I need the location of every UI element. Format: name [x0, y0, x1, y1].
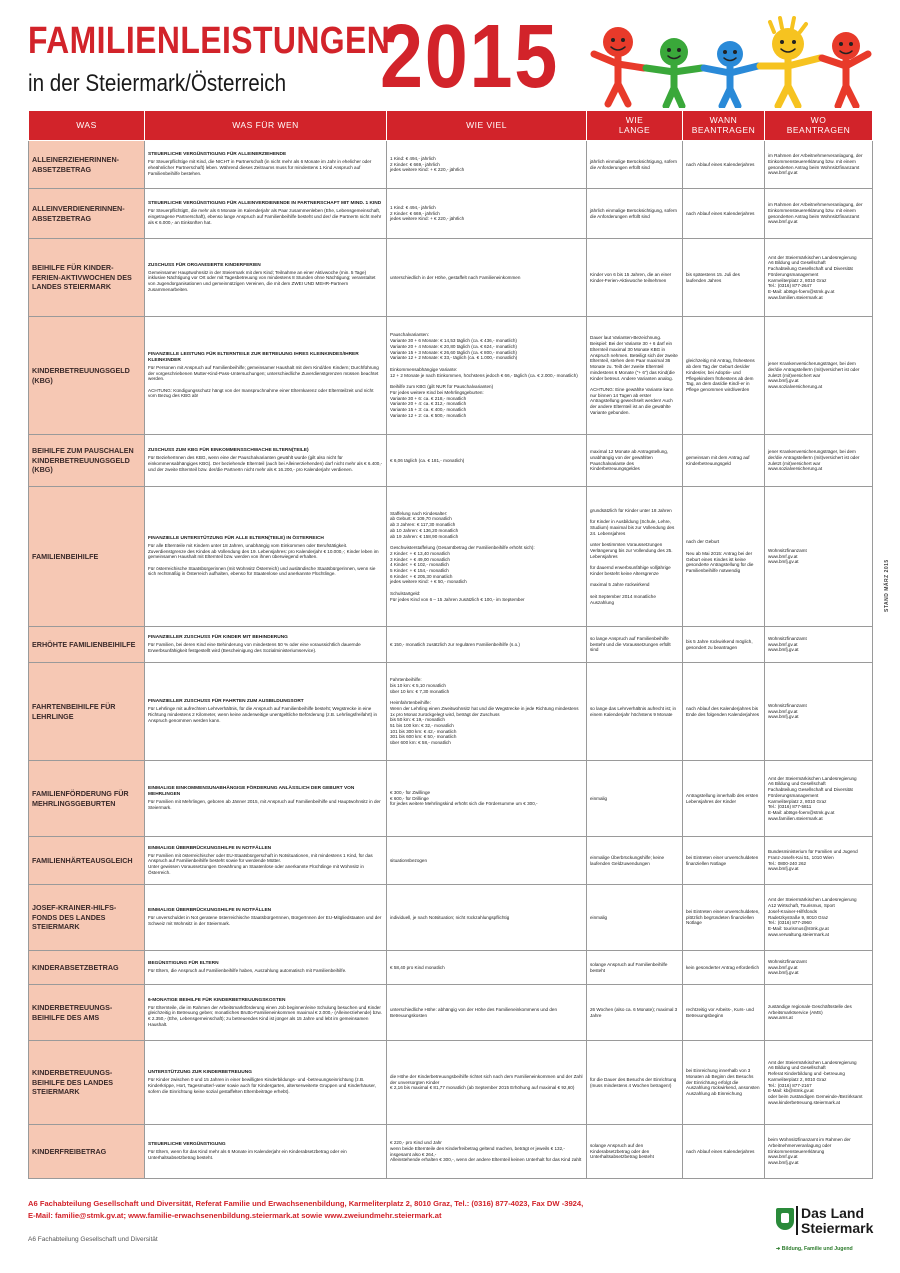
cell-viel: € 150,- monatlich zusätzlich zur regulären Familienbeihilfe (s.o.) — [387, 627, 587, 663]
logo-line-2: Steiermark — [801, 1219, 874, 1236]
cell-lange: so lange Anspruch auf Familienbeihilfe besteht und die Voraussetzungen erfüllt sind — [587, 627, 683, 663]
cell-wann: gleichzeitig mit Antrag, frühestens ab dem Tag der Geburt des/der Kindes/er, bei Adoptiv- und Pflegekindern frühestens ab dem Tag, an dem das/die Kind/-er in Pflege genommen wird/werden — [683, 317, 765, 435]
cell-wen-heading: ZUSCHUSS ZUM KBG FÜR EINKOMMENSSCHWACHE ELTERN(TEILE) — [148, 448, 309, 454]
cell-viel: 1 Kind: € 494,- jährlich 2 Kinder: € 669,- jährlich jedes weitere Kind: + € 220,- jährlich — [387, 141, 587, 189]
cell-viel: € 220,- pro Kind und Jahr wenn beide Elternteile den Kinderfreibetrag geltend machen, beträgt er jeweils € 132,- insgesamt also € 264,- Alleinstehende erhalten € 300,-, wenn der andere Elternteil keinen Unterhalt für das Kind zahlt — [387, 1125, 587, 1179]
table-row — [29, 239, 873, 317]
logo-wordmark — [796, 1206, 873, 1235]
cell-wen-heading: BEGÜNSTIGUNG FÜR ELTERN — [148, 961, 219, 967]
cell-wen — [145, 189, 387, 239]
cell-lange: einmalig — [587, 885, 683, 951]
row-label: KINDERBETREUUNGS-BEIHILFE DES LANDES STEIERMARK — [29, 1041, 145, 1125]
cell-wann: bis 5 Jahre rückwirkend möglich, gesondert zu beantragen — [683, 627, 765, 663]
cell-wo: Wohnsitzfinanzamt www.bmf.gv.at www.bmfj.gv.at — [765, 487, 873, 627]
cell-wen-heading: STEUERLICHE VERGÜNSTIGUNG FÜR ALLEINERZIEHENDE — [148, 152, 287, 158]
cell-wen — [145, 239, 387, 317]
cell-wann: gemeinsam mit dem Antrag auf Kinderbetreuungsgeld — [683, 435, 765, 487]
cell-viel: situationsbezogen — [387, 837, 587, 885]
row-label: KINDERBETREUUNGS-BEIHILFE DES AMS — [29, 985, 145, 1041]
table-row — [29, 627, 873, 663]
cell-wen-heading: STEUERLICHE VERGÜNSTIGUNG FÜR ALLEINVERDIENENDE IN PARTNERSCHAFT MIT MIND. 1 KIND — [148, 201, 382, 207]
table-row — [29, 885, 873, 951]
cell-viel: Pauschalvarianten: Variante 30 + 6 Monate: € 14,53 täglich (ca. € 436,- monatlich) Variante 20 + 4 Monate: € 20,80 täglich (ca. € 624,- monatlich) Variante 15 + 3 Monate: € 26,60 täglich (ca. € 800,- monatlich) Variante 12 + 2 Monate: € 33,- täglich (ca. € 1.000,- monatlich) Einkommensabhängige Variante: 12 + 2 Monate je nach Einkommen, höchstens jedoch € 66,- täglich (ca. € 2.000,- monatlich) Beihilfe zum KBG (gilt NUR für Pauschalvarianten) Für jedes weitere Kind bei Mehrlingsgeburten: Variante 30 + 6: ca. € 218,- monatlich Variante 20 + 4: ca. € 312,- monatlich Variante 15 + 3: ca. € 400,- monatlich Variante 12 + 2: ca. € 500,- monatlich — [387, 317, 587, 435]
table-row — [29, 435, 873, 487]
logo-tagline: ➔ Bildung, Familie und Jugend — [776, 1246, 853, 1252]
cell-viel: unterschiedlich in der Höhe, gestaffelt nach Familieneinkommen — [387, 239, 587, 317]
cell-wen-text: Für Kinder zwischen 0 und 15 Jahren in einer bewilligten Kinderbildungs- und -betreuungseinrichtung (z.B. Kinderkrippe, Hort, Tagesmutter/-vater sowie auch für Kindergarten, alterserweiterte Gruppen und Kinderhäuser, sofern die Einrichtung keine sozial gestaffelten Elternbeiträge erhebt). — [148, 1077, 376, 1094]
cell-lange: solange Anspruch auf den Kinderabsetzbetrag oder den Unterhaltsabsetzbetrag besteht — [587, 1125, 683, 1179]
cell-wen-heading: FINANZIELLE UNTERSTÜTZUNG FÜR ALLE ELTERN(TEILE) IN ÖSTERREICH — [148, 535, 324, 541]
cell-wann: nach der Geburt Neu ab Mai 2015: Antrag bei der Geburt eines Kindes ist keine gesonderte Antragstellung für die Familienbeihilfe notwendig — [683, 487, 765, 627]
table-row — [29, 951, 873, 985]
cell-viel: unterschiedliche Höhe: abhängig von der Höhe des Familieneinkommens und den Betreuungskosten — [387, 985, 587, 1041]
cell-wo: Amt der Steiermärkischen Landesregierung A6 Bildung und Gesellschaft Fachabteilung Gesellschaft und Diversität Förderungsmanagement Karmeliterplatz 2, 8010 Graz Tel.: (0316) 877-5811 E-Mail: abt6gs-foem@stmk.gv.at www.familien.steiermark.at — [765, 761, 873, 837]
contact-footer — [28, 1198, 583, 1222]
cell-wen-heading: 6-MONATIGE BEIHILFE FÜR KINDERBETREUUNGSKOSTEN — [148, 997, 286, 1003]
cell-wann: bei Eintreten einer unverschuldeten, plötzlich begründeten finanziellen Notlage — [683, 885, 765, 951]
cell-wann: kein gesonderter Antrag erforderlich — [683, 951, 765, 985]
row-label: KINDERABSETZBETRAG — [29, 951, 145, 985]
row-label: FAHRTENBEIHILFE FÜR LEHRLINGE — [29, 663, 145, 761]
column-header-wie-lange: WIE LANGE — [587, 111, 683, 141]
cell-wen — [145, 663, 387, 761]
table-row — [29, 141, 873, 189]
row-label: ALLEINVERDIENERINNEN-ABSETZBETRAG — [29, 189, 145, 239]
cell-lange: 26 Wochen (also ca. 6 Monate); maximal 3 Jahre — [587, 985, 683, 1041]
land-steiermark-logo — [770, 1204, 900, 1260]
department-name: A6 Fachabteilung Gesellschaft und Diversität — [28, 1236, 158, 1243]
row-label: BEIHILFE FÜR KINDER-FERIEN-AKTIVWOCHEN DES LANDES STEIERMARK — [29, 239, 145, 317]
table-row — [29, 1125, 873, 1179]
cell-wen — [145, 317, 387, 435]
cell-wen — [145, 627, 387, 663]
cell-lange: einmalige Überbrückungshilfe; keine laufenden Geldzuwendungen — [587, 837, 683, 885]
cell-viel: 1 Kind: € 494,- jährlich 2 Kinder: € 669,- jährlich jedes weitere Kind: + € 220,- jährlich — [387, 189, 587, 239]
cell-wen-text: Für unverschuldet in Not geratene österreichische StaatsbürgerInnen, BürgerInnen der EU-Mitgliedstaaten und der Schweiz mit Wohnsitz in der Steiermark. — [148, 915, 382, 926]
row-label: BEIHILFE ZUM PAUSCHALEN KINDERBETREUUNGSGELD (KBG) — [29, 435, 145, 487]
cell-wann: nach Ablauf eines Kalenderjahres — [683, 1125, 765, 1179]
cell-wen-text: Für BezieherInnen des KBG, wenn eine der Pauschalvarianten gewählt wurde (gilt also nicht für einkommensabhängiges KBG). Der beziehende Elternteil (auch bei Alleinerziehenden) darf nicht mehr als € 6.400,- und der zweite Elternteil bzw. der/die PartnerIn nicht mehr als € 16.200,- pro Kalenderjahr verdienen. — [148, 455, 383, 472]
cell-wen — [145, 1125, 387, 1179]
row-label: KINDERFREIBETRAG — [29, 1125, 145, 1179]
cell-wen — [145, 487, 387, 627]
cell-wo: jener Krankenversicherungsträger, bei dem der/die AntragstellerIn (mit)versichert ist oder zuletzt (mit)versichert war www.bmfj.gv.at www.sozialversicherung.at — [765, 317, 873, 435]
cell-wen-text: Für SteuerpflichtigE, die mehr als 6 Monate im Kalenderjahr als Paar zusammenleben (Ehe, Lebensgemeinschaft, eingetragene Partnerschaft), ebenso lange Anspruch auf Familienbeihilfe besteht und der/ die PartnerIn nicht mehr als € 6.000,- an Einkünften hat. — [148, 208, 382, 225]
cell-wen-text: Für Elternteile, die im Rahmen der Arbeitsmarktförderung einen Job beginnen/eine Schulung besuchen und Kinder gleichzeitig in Betreuung geben; monatliches Brutto-Familieneinkommen maximal € 2.000,- (Alleinerziehende) bzw. € 2.350,- (Ehe, Lebensgemeinschaft); zu betreuendes Kind ist jünger als 15 Jahre und lebt im gemeinsamen Haushalt. — [148, 1004, 382, 1027]
page-year: 2015 — [380, 7, 560, 107]
cell-wo: im Rahmen der Arbeitnehmerveranlagung, der Einkommensteuererklärung bzw. mit einem gesonderten Antrag beim Wohnsitzfinanzamt www.bmf.gv.at — [765, 189, 873, 239]
cell-wen-heading: FINANZIELLER ZUSCHUSS FÜR FAHRTEN ZUM AUSBILDUNGSORT — [148, 699, 304, 705]
cell-wen-text: Gemeinsamer Hauptwohnsitz in der Steiermark mit dem Kind; Teilnahme an einer Aktivwoche (min. 5 Tage) inklusive Nächtigung vor Ort oder mit Tagesbetreuung von mindestens 8 Stunden ohne Nächtigung; veranstaltet von Jugendorganisationen und gemeinnützigen Vereinen, die mit dem ZWEI UND MEHR-Partnern zusammenarbeiten. — [148, 269, 376, 292]
cell-wann: bei Einreichung innerhalb von 3 Monaten ab Beginn des Besuchs der Einrichtung erfolgt die Auszahlung rückwirkend, ansonsten Auszahlung ab Einreichung — [683, 1041, 765, 1125]
column-header-wie-viel: WIE VIEL — [387, 111, 587, 141]
cell-wen-text: Für Eltern, die Anspruch auf Familienbeihilfe haben, Auszahlung automatisch mit Familienbeihilfe. — [148, 968, 347, 974]
cell-viel: € 58,40 pro Kind monatlich — [387, 951, 587, 985]
coat-of-arms-icon — [776, 1208, 794, 1230]
cell-wo: Wohnsitzfinanzamt www.bmf.gv.at www.bmfj.gv.at — [765, 627, 873, 663]
cell-wann: rechtzeitig vor Arbeits-, Kurs- und Betreuungsbeginn — [683, 985, 765, 1041]
cell-viel: Staffelung nach Kindesalter: ab Geburt: € 109,70 monatlich ab 3 Jahren: € 117,30 monatlich ab 10 Jahren: € 136,20 monatlich ab 19 Jahren: € 158,90 monatlich Geschwisterstaffelung (Gesamtbetrag der Familienbeihilfe erhöht sich): 2 Kinder: + € 13,40 monatlich 3 Kinder: + € 49,00 monatlich 4 Kinder: + € 102,- monatlich 5 Kinder: + € 154,- monatlich 6 Kinder: + € 205,30 monatlich jedes weitere Kind: + € 50,- monatlich Schulstartgeld: Für jedes Kind von 6 – 15 Jahren zusätzlich € 100,- im September — [387, 487, 587, 627]
cell-wen — [145, 837, 387, 885]
cell-wo: Wohnsitzfinanzamt www.bmf.gv.at www.bmfj.gv.at — [765, 951, 873, 985]
cell-wo: Bundesministerium für Familien und Jugend Franz-Josefs-Kai 51, 1010 Wien Tel.: 0800-240 262 www.bmfj.gv.at — [765, 837, 873, 885]
cell-wo: im Rahmen der Arbeitnehmerveranlagung, der Einkommensteuererklärung bzw. mit einem gesonderten Antrag beim Wohnsitzfinanzamt www.bmf.gv.at — [765, 141, 873, 189]
contact-email-links: E-Mail: familie@stmk.gv.at; www.familie-erwachsenenbildung.steiermark.at sowie www.zweiundmehr.steiermark.at — [28, 1210, 442, 1220]
page-header — [28, 7, 872, 108]
row-label: FAMILIENHÄRTEAUSGLEICH — [29, 837, 145, 885]
cell-wen-text: Für Familien, bei deren Kind eine Behinderung von mindestens 50 % oder eine voraussichtlich dauernde Erwerbsunfähigkeit festgestellt wird (Bescheinigung des Sozialministeriumservice). — [148, 642, 361, 653]
cell-wen-text: Für Steuerpflichtige mit Kind, die NICHT in Partnerschaft (in nicht mehr als 6 Monate im Jahr in ehelicher oder eheähnlicher Partnerschaft) leben. Während dieses Zeitraums muss für mindestens 1 Kind Anspruch auf Familienbeihilfe bestehen. — [148, 159, 372, 176]
table-row — [29, 985, 873, 1041]
row-label: JOSEF-KRAINER-HILFS-FONDS DES LANDES STEIERMARK — [29, 885, 145, 951]
cell-wen — [145, 985, 387, 1041]
cell-lange: Kinder von 6 bis 15 Jahren, die an einer Kinder-Ferien-Aktivwoche teilnehmen — [587, 239, 683, 317]
cell-lange: für die Dauer des Besuchs der Einrichtung (muss mindestens 4 Wochen betragen!) — [587, 1041, 683, 1125]
cell-lange: Dauer laut Varianten-Bezeichnung. Beispiel: Bei der Variante 30 + 6 darf ein Elternteil maximal 30 Monate KBG in Anspruch nehmen. Beteiligt sich der zweite Elternteil, stehen dem Paar maximal 36 Monate zu. Teilt der zweite Elternteil mindestens 6 Monate ("+ 6") das Kind(die Kinder betreut. Andere Varianten analog. ACHTUNG: Eine gewählte Variante kann nur binnen 14 Tagen ab erster Antragstellung gewechselt werden! Auch der andere Elternteil ist an die gewählte Variante gebunden. — [587, 317, 683, 435]
cell-wen-text: Für alle Elternteile mit Kindern unter 18 Jahren, unabhängig vom Einkommen oder Berufstätigkeit. Zuverdienstgrenze des Kindes ab Vollendung des 19. Lebensjahres: pro Kalenderjahr € 10.000,-; Kinder leben im gemeinsamen Haushalt mit Elternteil bzw. werden von ihnen überwiegend erhalten. Für österreichische Staatsbürgerinnen (mit Wohnsitz Österreich) und ausländische Staatsbürgerinnen, wenn sie sich rechtmäßig in Österreich aufhalten, ebenso für Staatenlose und anerkannte Flüchtlinge. — [148, 542, 379, 577]
row-label: KINDERBETREUUNGSGELD (KBG) — [29, 317, 145, 435]
column-header-was: WAS — [29, 111, 145, 141]
children-illustration-icon — [584, 16, 872, 108]
cell-wen-heading: FINANZIELLE LEISTUNG FÜR ELTERNTEILE ZUR BETREUUNG IHRES KLEINKINDES/IHRER KLEINKINDER — [148, 351, 359, 363]
benefits-table — [28, 110, 873, 1179]
cell-lange: so lange das Lehrverhältnis aufrecht ist; in einem Kalenderjahr höchstens 9 Monate — [587, 663, 683, 761]
cell-wann: bei Eintreten einer unverschuldeten finanziellen Notlage — [683, 837, 765, 885]
cell-wen — [145, 885, 387, 951]
table-row — [29, 837, 873, 885]
cell-wen-heading: STEUERLICHE VERGÜNSTIGUNG — [148, 1142, 226, 1148]
table-row — [29, 317, 873, 435]
cell-wo: Amt der Steiermärkischen Landesregierung A6 Bildung und Gesellschaft Referat Kinderbildung und -betreuung Karmeliterplatz 2, 8010 Graz Tel.: (0316) 877-2167 E-Mail: kb@stmk.gv.at oder beim zuständigen Gemeinde-/Bezirksamt www.kinderbetreuung.steiermark.at — [765, 1041, 873, 1125]
table-row — [29, 663, 873, 761]
column-header-was-fuer-wen: WAS FÜR WEN — [145, 111, 387, 141]
column-header-wo-beantragen: WO BEANTRAGEN — [765, 111, 873, 141]
table-header-row — [29, 111, 873, 141]
cell-wo: jener Krankenversicherungsträger, bei dem der/die AntragstellerIn (mit)versichert ist oder zuletzt (mit)versichert war www.sozialversicherung.at — [765, 435, 873, 487]
cell-wen — [145, 435, 387, 487]
table-row — [29, 761, 873, 837]
cell-wo: Amt der Steiermärkischen Landesregierung A6 Bildung und Gesellschaft Fachabteilung Gesellschaft und Diversität Förderungsmanagement Karmeliterplatz 2, 8010 Graz Tel.: (0316) 877-2647 E-Mail: abt6gs-foem@stmk.gv.at www.familien.steiermark.at — [765, 239, 873, 317]
table-row — [29, 487, 873, 627]
cell-lange: solange Anspruch auf Familienbeihilfe besteht — [587, 951, 683, 985]
page-subtitle: in der Steiermark/Österreich — [28, 70, 287, 97]
cell-wen-text: Für Familien mit Mehrlingen, geboren ab Jänner 2015, mit Anspruch auf Familienbeihilfe und Hauptwohnsitz in der Steiermark. — [148, 799, 381, 810]
revision-note: STAND MÄRZ 2015 — [884, 559, 890, 612]
cell-wen — [145, 1041, 387, 1125]
cell-wann: nach Ablauf eines Kalenderjahres — [683, 141, 765, 189]
cell-lange: jährlich einmalige Berücksichtigung, sofern die Anforderungen erfüllt sind — [587, 189, 683, 239]
cell-wann: bis spätestens 15. Juli des laufenden Jahres — [683, 239, 765, 317]
cell-wen-text: Für Lehrlinge mit aufrechtem Lehrverhältnis, für die Anspruch auf Familienbeihilfe besteht; Wegstrecke in eine Richtung mindestens 2 Kilometer, wenn keine anderweitige unentgeltliche Beförderung (z.B. Lehrlingsfreifahrt) in Anspruch genommen werden kann. — [148, 706, 378, 723]
cell-wann: Antragstellung innerhalb des ersten Lebensjahres der Kinder — [683, 761, 765, 837]
cell-lange: einmalig — [587, 761, 683, 837]
cell-wen-heading: EINMALIGE EINKOMMENSUNABHÄNGIGE FÖRDERUNG ANLÄSSLICH DER GEBURT VON MEHRLINGEN — [148, 786, 355, 798]
cell-wen — [145, 951, 387, 985]
cell-viel: € 300,- für Zwillinge € 600,- für Drillinge für jedes weitere Mehrlingskind erhöht sich die Fördersumme um € 300,- — [387, 761, 587, 837]
cell-wen-heading: UNTERSTÜTZUNG ZUR KINDERBETREUUNG — [148, 1070, 252, 1076]
cell-wen — [145, 141, 387, 189]
row-label: FAMILIENBEIHILFE — [29, 487, 145, 627]
column-header-wann-beantragen: WANN BEANTRAGEN — [683, 111, 765, 141]
contact-address: A6 Fachabteilung Gesellschaft und Diversität, Referat Familie und Erwachsenenbildung, Karmeliterplatz 2, 8010 Graz, Tel.: (0316) 877-4023, Fax DW -3924, — [28, 1199, 584, 1208]
cell-lange: jährlich einmalige Berücksichtigung, sofern die Anforderungen erfüllt sind — [587, 141, 683, 189]
cell-wen-heading: ZUSCHUSS FÜR ORGANISIERTE KINDERFERIEN — [148, 262, 261, 268]
logo-line-1: Das Land — [801, 1205, 865, 1221]
cell-wo: beim Wohnsitzfinanzamt im Rahmen der Arbeitnehmerveranlagung oder Einkommensteuererklärung www.bmf.gv.at www.bmfj.gv.at — [765, 1125, 873, 1179]
cell-wo: Wohnsitzfinanzamt www.bmf.gv.at www.bmfj.gv.at — [765, 663, 873, 761]
cell-viel: Fahrtenbeihilfe: bis 10 km: € 5,10 monatlich über 10 km: € 7,30 monatlich Heimfahrtenbeihilfe: Wenn der Lehrling einen Zweitwohnsitz hat und die Wegstrecke in jede Richtung mindestens 1x pro Monat zurückgelegt wird, beträgt der Zuschuss bis 50 km: € 19,- monatlich 51 bis 100 km: € 32,- monatlich 101 bis 300 km: € 42,- monatlich 301 bis 600 km: € 50,- monatlich über 600 km: € 58,- monatlich — [387, 663, 587, 761]
cell-wen-heading: FINANZIELLER ZUSCHUSS FÜR KINDER MIT BEHINDERUNG — [148, 635, 288, 641]
cell-wen-text: Für Personen mit Anspruch auf Familienbeihilfe; gemeinsamer Haushalt mit dem Kind/den Kindern; Durchführung der vorgeschriebenen Mutter-Kind-Pass-Untersuchungen; unterschiedliche Zuverdienstgrenzen müssen beachtet werden. ACHTUNG: Kündigungsschutz hängt von der Inanspruchnahme einer Elternkarenz oder Elternteilzeit und nicht vom Bezug des KBG ab! — [148, 364, 379, 399]
cell-wen — [145, 761, 387, 837]
cell-wen-text: Für Familien mit österreichischer oder EU-Staatsbürgerschaft in Notsituationen, mit mindestens 1 Kind, für das Anspruch auf Familienbeihilfe besteht sowie für werdende Mütter. Unter gewissen Voraussetzungen Gewährung an Staatenlose oder anerkannte Flüchtlinge mit Wohnsitz in Österreich. — [148, 852, 373, 875]
cell-lange: grundsätzlich für Kinder unter 18 Jahren für Kinder in Ausbildung (Schule, Lehre, Studium) maximal bis zur Vollendung des 24. Lebensjahres unter bestimmten Voraussetzungen Verlängerung bis zur Vollendung des 25. Lebensjahres für dauernd erwerbsunfähige volljährige Kinder besteht keine Altersgrenze maximal 5 Jahre rückwirkend seit September 2014 monatliche Auszahlung — [587, 487, 683, 627]
table-row — [29, 1041, 873, 1125]
row-label: FAMILIENFÖRDERUNG FÜR MEHRLINGSGEBURTEN — [29, 761, 145, 837]
cell-lange: maximal 12 Monate ab Antragstellung, unabhängig von der gewählten Pauschalvariante des Kinderbetreuungsgeldes — [587, 435, 683, 487]
cell-wo: zuständige regionale Geschäftsstelle des Arbeitsmarktservice (AMS) www.ams.at — [765, 985, 873, 1041]
table-row — [29, 189, 873, 239]
cell-wen-text: Für Eltern, wenn für das Kind mehr als 6 Monate im Kalenderjahr ein Kinderabsetzbetrag oder ein Unterhaltsabsetzbetrag besteht. — [148, 1149, 347, 1160]
page-title: FAMILIENLEISTUNGEN — [28, 20, 391, 62]
cell-wo: Amt der Steiermärkischen Landesregierung A12 Wirtschaft, Tourismus, Sport Josef-Krainer-Hilfsfonds Radetzkystraße 9, 8010 Graz Tel.: (0316) 877-2960 E-Mail: tourismus@stmk.gv.at www.verwaltung.steiermark.at — [765, 885, 873, 951]
cell-viel: die Höhe der Kinderbetreuungsbeihilfe richtet sich nach dem Familieneinkommen und der Zahl der unversorgten Kinder € 2,16 bis maximal € 81,77 monatlich (ab September 2015 Erhöhung auf maximal € 92,60) — [387, 1041, 587, 1125]
row-label: ALLEINERZIEHERINNEN-ABSETZBETRAG — [29, 141, 145, 189]
row-label: ERHÖHTE FAMILIENBEIHILFE — [29, 627, 145, 663]
cell-viel: individuell, je nach Notsituation; nicht rückzahlungspflichtig — [387, 885, 587, 951]
cell-wen-heading: EINMALIGE ÜBERBRÜCKUNGSHILFE IN NOTFÄLLEN — [148, 908, 272, 914]
cell-wann: nach Ablauf des Kalenderjahres bis Ende des folgenden Kalenderjahres — [683, 663, 765, 761]
cell-viel: € 6,06 täglich (ca. € 181,- monatlich) — [387, 435, 587, 487]
cell-wann: nach Ablauf eines Kalenderjahres — [683, 189, 765, 239]
cell-wen-heading: EINMALIGE ÜBERBRÜCKUNGSHILFE IN NOTFÄLLEN — [148, 845, 272, 851]
